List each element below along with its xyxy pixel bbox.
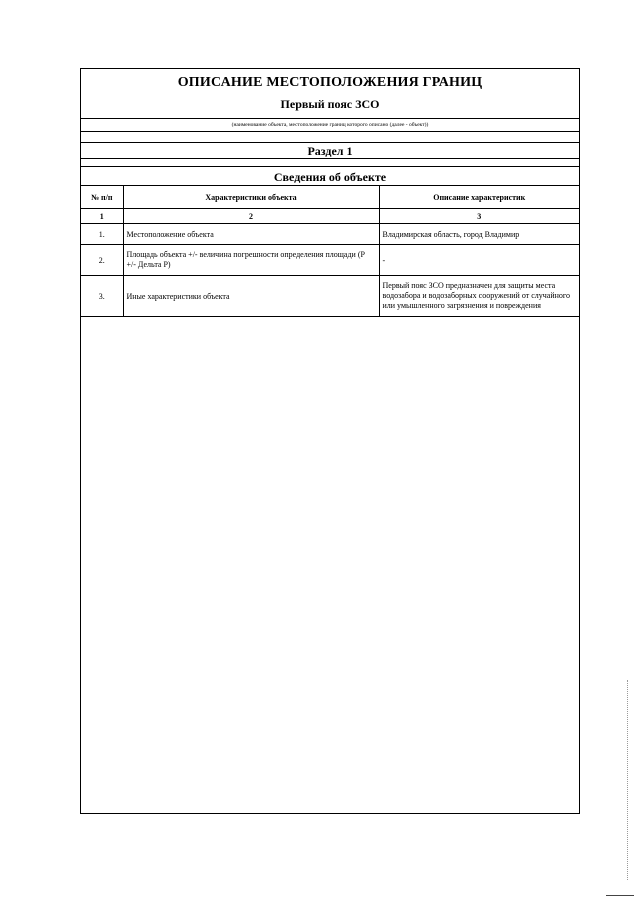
table-row (81, 276, 579, 317)
header-description: Описание характеристик (379, 186, 579, 209)
column-number: 1 (81, 209, 123, 224)
row-description: Владимирская область, город Владимир (379, 224, 579, 245)
table-row (81, 224, 579, 245)
info-heading: Сведения об объекте (81, 167, 579, 186)
row-characteristic: Площадь объекта +/- величина погрешности определения площади (Р +/- Дельта Р) (123, 245, 379, 276)
document-title: ОПИСАНИЕ МЕСТОПОЛОЖЕНИЯ ГРАНИЦ (177, 75, 483, 90)
scan-corner-mark (606, 895, 634, 896)
document-frame (80, 68, 580, 814)
row-characteristic: Иные характеристики объекта (123, 276, 379, 317)
row-num: 2. (81, 245, 123, 276)
row-characteristic: Местоположение объекта (123, 224, 379, 245)
header-num: № п/п (81, 186, 123, 209)
column-number: 2 (123, 209, 379, 224)
row-description: Первый пояс ЗСО предназначен для защиты места водозабора и водозаборных сооружений от случайного или умышленного загрязнения и повреждения (379, 276, 579, 317)
table-row (81, 245, 579, 276)
spacer-row (81, 159, 579, 167)
row-description: - (379, 245, 579, 276)
title-block (81, 69, 579, 119)
section-title: Раздел 1 (81, 143, 579, 159)
row-num: 3. (81, 276, 123, 317)
scan-edge-marks (625, 680, 628, 880)
column-number: 3 (379, 209, 579, 224)
spacer-row (81, 132, 579, 143)
header-characteristic: Характеристики объекта (123, 186, 379, 209)
object-info-table (81, 186, 579, 317)
column-numbers-row (81, 209, 579, 224)
document-subtitle: Первый пояс ЗСО (280, 97, 380, 111)
object-caption: (наименование объекта, местоположение границ которого описано (далее - объект)) (81, 119, 579, 132)
table-header-row (81, 186, 579, 209)
row-num: 1. (81, 224, 123, 245)
